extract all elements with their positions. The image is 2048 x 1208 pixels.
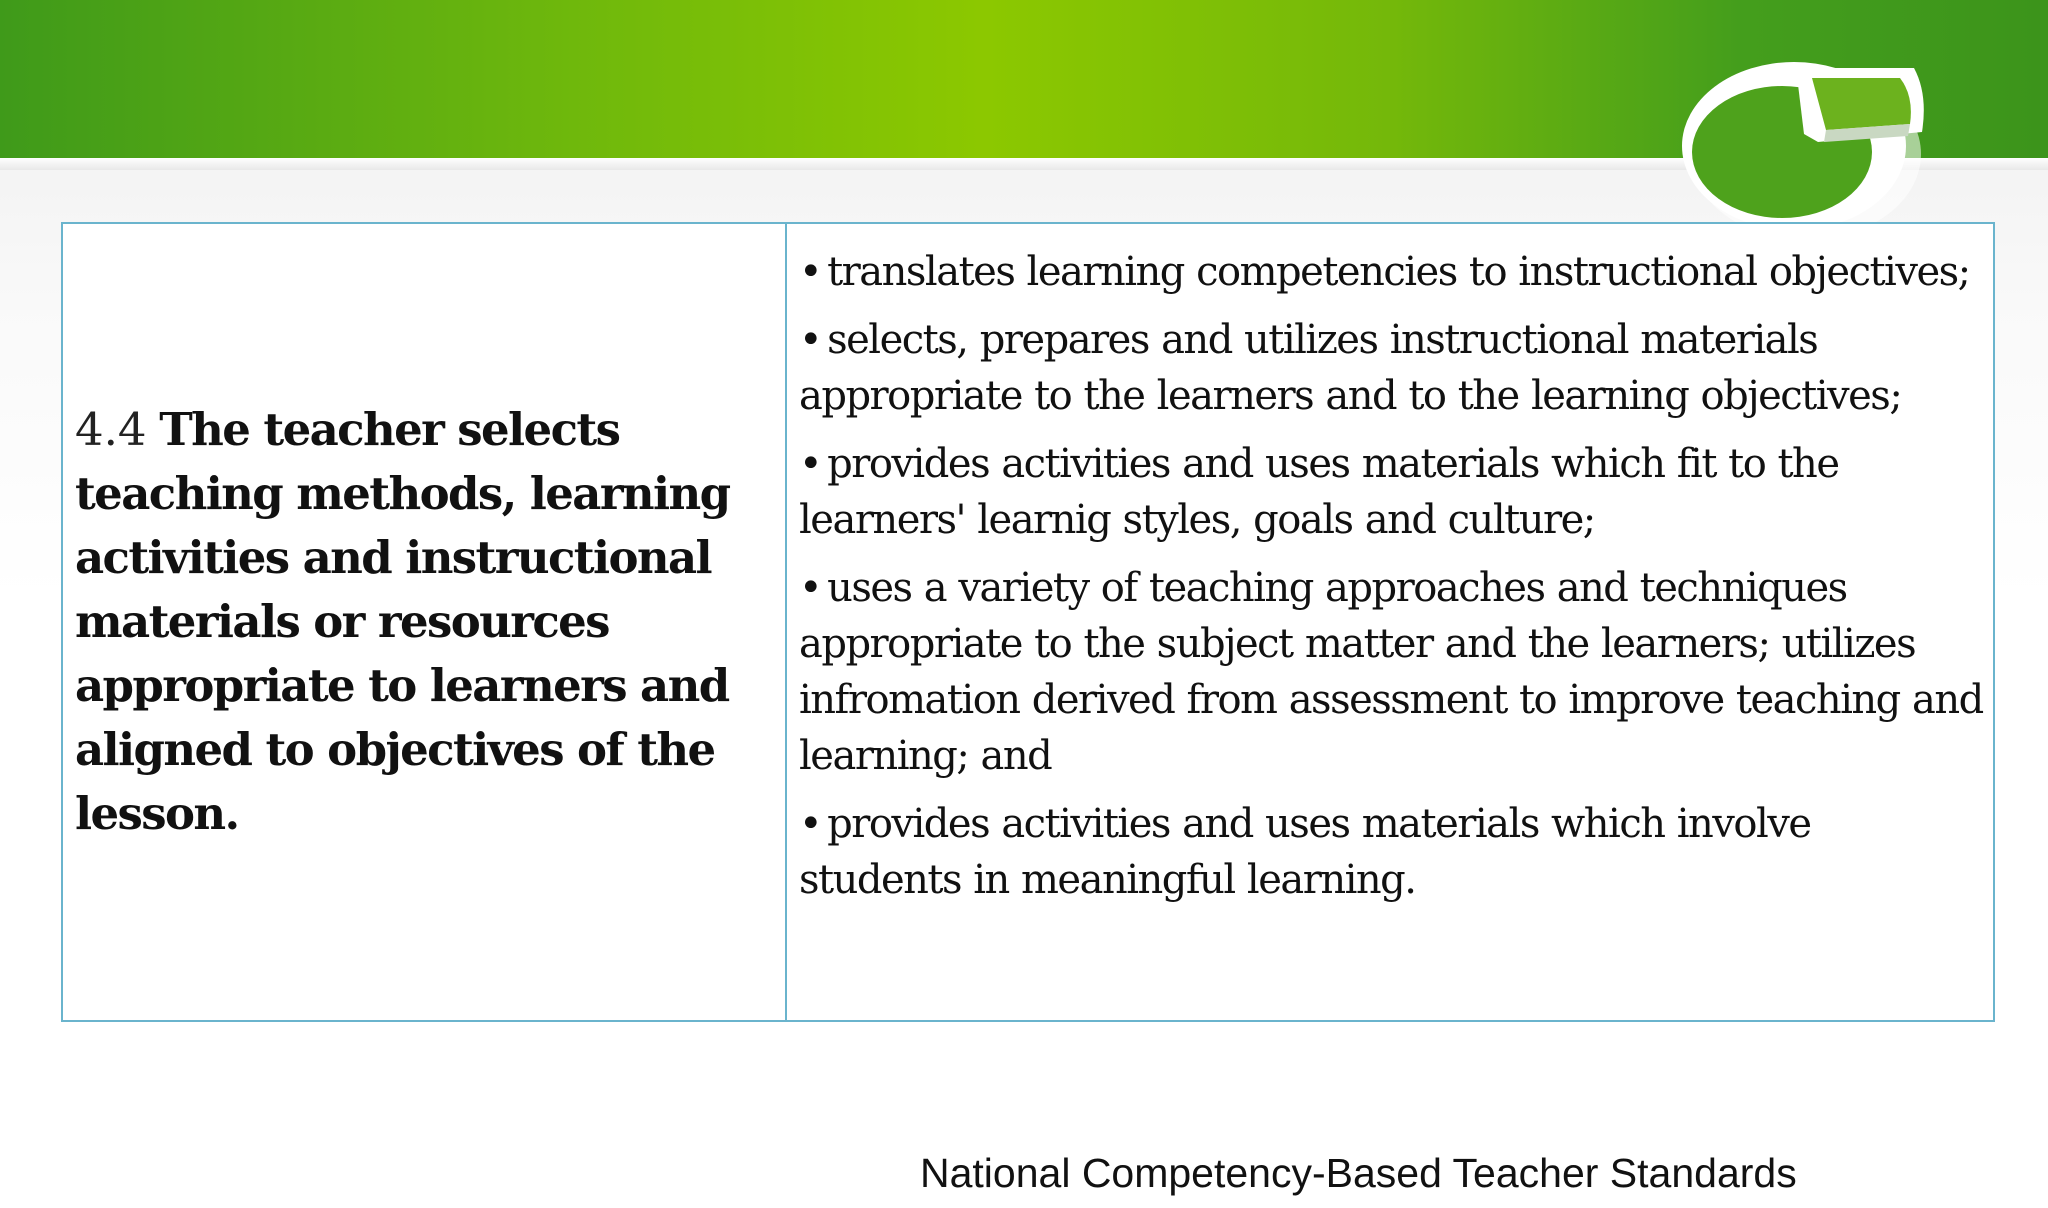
indicators-cell (787, 224, 1993, 1020)
indicator-item (799, 796, 1983, 908)
bullet: • (799, 317, 822, 363)
indicator-text: translates learning competencies to instructional objectives; (827, 249, 1970, 295)
indicator-text: provides activities and uses materials which fit to the learners' learnig styles, goals and culture; (799, 441, 1839, 543)
bullet: • (799, 441, 822, 487)
indicator-text: provides activities and uses materials which involve students in meaningful learning. (799, 801, 1811, 903)
bullet: • (799, 249, 822, 295)
bullet: • (799, 801, 822, 847)
footer-title: National Competency-Based Teacher Standards (920, 1150, 1797, 1196)
standard-number: 4.4 (75, 403, 147, 456)
standard-text: The teacher selects teaching methods, learning activities and instructional materials or resources appropriate to learners and aligned to objectives of the lesson. (75, 403, 730, 840)
indicator-list (799, 244, 1983, 920)
bullet: • (799, 565, 822, 611)
indicator-text: selects, prepares and utilizes instructional materials appropriate to the learners and to the learning objectives; (799, 317, 1902, 419)
pie-chart-logo-icon (1676, 34, 1956, 244)
standard-cell (63, 224, 787, 1020)
standard-statement (75, 398, 775, 846)
indicator-item (799, 244, 1983, 300)
indicator-item (799, 560, 1983, 784)
standard-table (61, 222, 1995, 1022)
indicator-text: uses a variety of teaching approaches and techniques appropriate to the subject matter and the learners; utilizes infromation derived from assessment to improve teaching and learning; and (799, 565, 1983, 779)
indicator-item (799, 312, 1983, 424)
indicator-item (799, 436, 1983, 548)
